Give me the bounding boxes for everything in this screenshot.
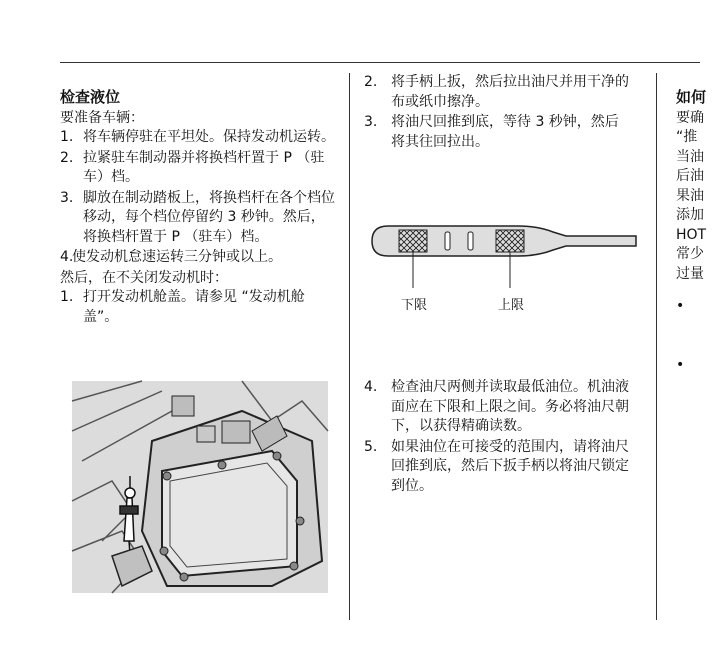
column-middle-lower — [364, 378, 632, 497]
step-number: 1. — [60, 129, 74, 145]
column-right-clipped — [676, 88, 716, 284]
prep-intro: 要准备车辆： — [60, 109, 144, 126]
right-line: 常少 — [676, 246, 704, 262]
right-line: 要确 — [676, 109, 704, 126]
prep-steps-list — [60, 128, 335, 268]
dipstick-illustration — [368, 218, 638, 318]
step-number: 4. — [364, 379, 378, 395]
step-number: 1. — [60, 289, 74, 305]
transmission-illustration — [72, 381, 328, 593]
step-text: 打开发动机舱盖。请参见 “发动机舱盖”。 — [83, 289, 305, 325]
right-line: “推 — [676, 129, 698, 145]
step-text: 将手柄上扳，然后拉出油尺并用干净的布或纸巾擦净。 — [391, 74, 629, 110]
top-rule — [60, 62, 700, 63]
check-step-3 — [364, 113, 632, 152]
step-text: 检查油尺两侧并读取最低油位。机油液面应在下限和上限之间。务必将油尺朝下，以获得精确读数。 — [391, 379, 629, 434]
step-number: 2. — [60, 149, 74, 166]
right-line: 过量 — [676, 265, 704, 282]
dipstick-label-high: 上限 — [498, 298, 525, 313]
step-text: 使发动机怠速运转三分钟或以上。 — [72, 249, 282, 265]
check-step-5 — [364, 438, 632, 497]
prep-step-3 — [60, 189, 335, 248]
check-steps-continued-b — [364, 378, 632, 496]
column-divider-left — [349, 73, 350, 620]
column-middle — [364, 73, 632, 153]
then-text: 然后，在不关闭发动机时： — [60, 269, 228, 286]
step-number: 2. — [364, 74, 378, 90]
right-heading: 如何 — [676, 88, 707, 106]
step-text: 将油尺回推到底，等待 3 秒钟，然后将其往回拉出。 — [391, 114, 619, 150]
check-steps-continued-a — [364, 73, 632, 152]
check-step-1 — [60, 288, 335, 327]
step-text: 拉紧驻车制动器并将换档杆置于 P （驻车）档。 — [83, 149, 325, 185]
bullet-1: • — [676, 298, 685, 314]
check-step-2 — [364, 73, 632, 112]
prep-step-4 — [60, 248, 335, 268]
step-text: 将车辆停驻在平坦处。保持发动机运转。 — [83, 129, 335, 145]
prep-step-2 — [60, 149, 335, 188]
step-number: 5. — [364, 438, 378, 455]
section-heading: 检查液位 — [60, 88, 121, 106]
right-line: 当油 — [676, 148, 704, 165]
step-text: 脚放在制动踏板上，将换档杆在各个档位移动，每个档位停留约 3 秒钟。然后，将换档杆置于 P （驻车）档。 — [83, 189, 335, 245]
step-text: 如果油位在可接受的范围内，请将油尺回推到底，然后下扳手柄以将油尺锁定到位。 — [391, 438, 629, 494]
right-line: 添加 — [676, 207, 704, 223]
check-steps-list — [60, 288, 335, 327]
column-left — [60, 88, 335, 328]
right-line: 后油 — [676, 168, 704, 184]
right-line: 果油 — [676, 187, 704, 204]
step-number: 4. — [60, 249, 74, 265]
prep-step-1 — [60, 128, 335, 148]
right-line: HOT — [676, 226, 707, 243]
column-divider-right — [656, 73, 657, 620]
check-step-4 — [364, 378, 632, 437]
dipstick-label-low: 下限 — [401, 298, 428, 313]
step-number: 3. — [60, 189, 74, 206]
bullet-2: • — [676, 357, 685, 373]
step-number: 3. — [364, 114, 378, 130]
